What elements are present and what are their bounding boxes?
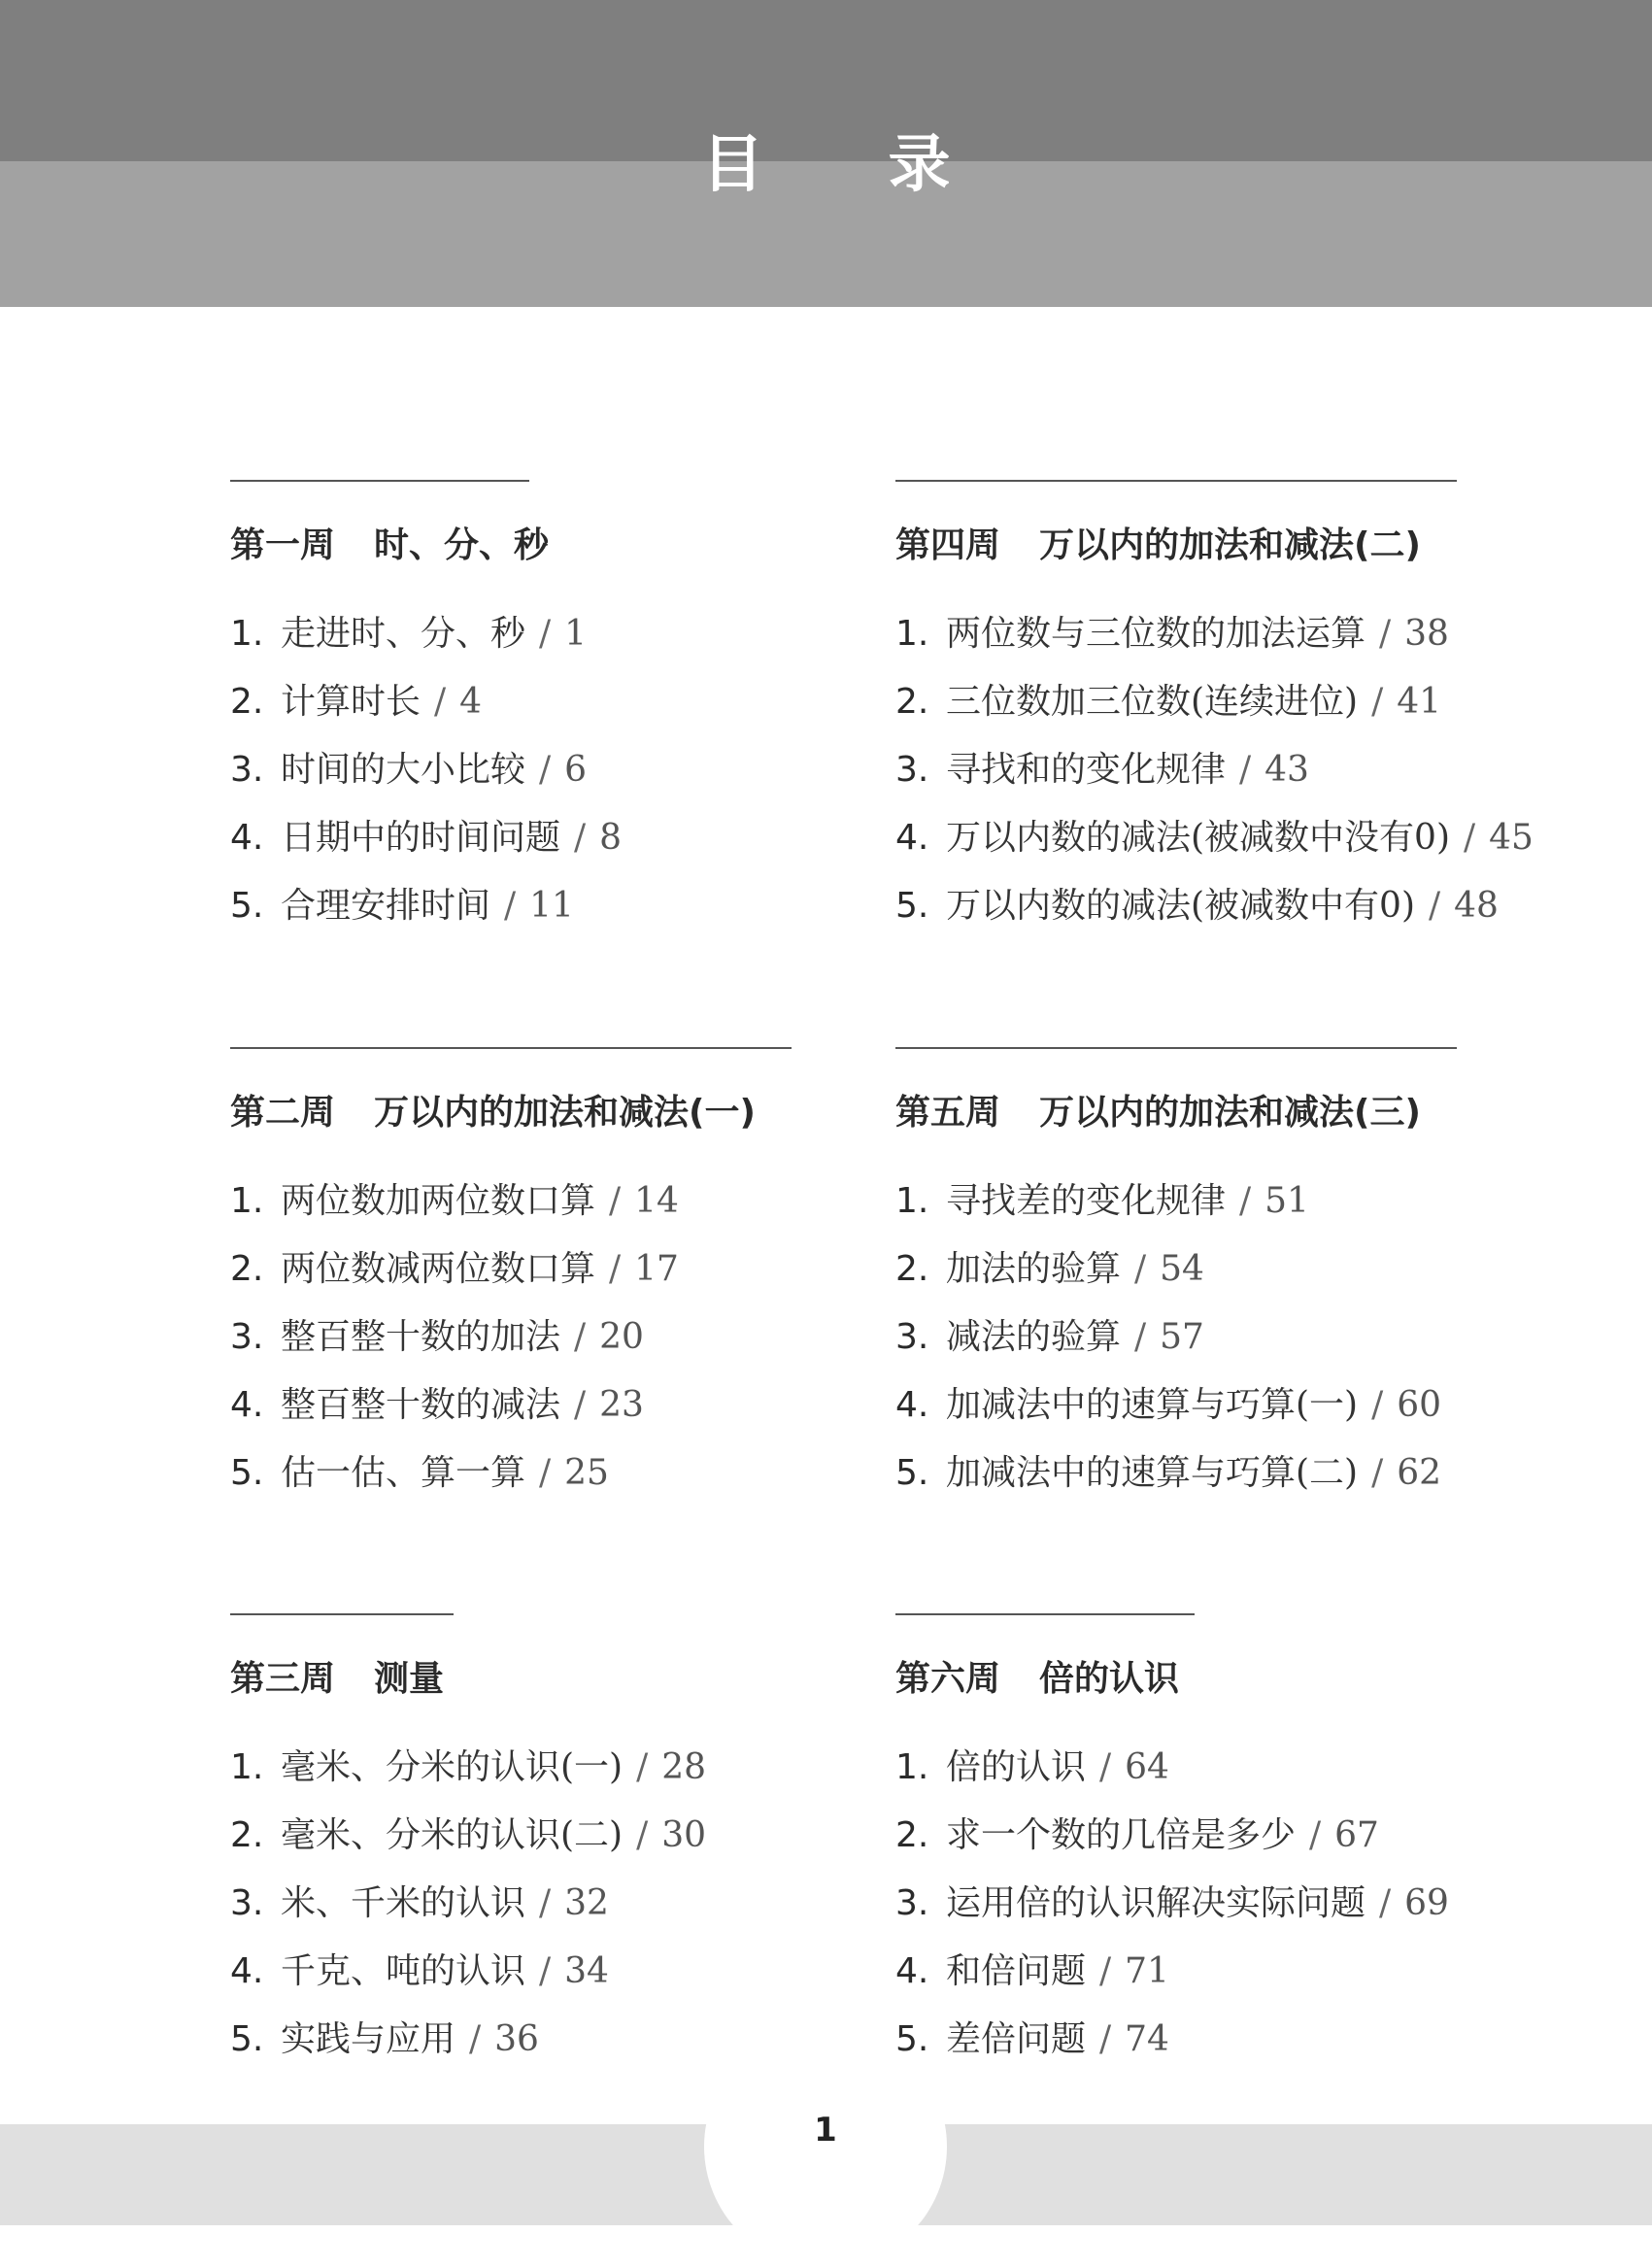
item-number: 3. — [230, 750, 264, 790]
toc-item[interactable] — [230, 1371, 910, 1439]
section-rule — [230, 480, 529, 482]
item-title: 计算时长 — [281, 682, 421, 722]
item-title: 运用倍的认识解决实际问题 — [946, 1883, 1366, 1923]
item-title: 整百整十数的加法 — [281, 1317, 561, 1357]
section-topic: 万以内的加法和减法(三) — [1039, 1093, 1421, 1133]
item-number: 1. — [895, 1747, 929, 1787]
section-topic: 时、分、秒 — [374, 525, 550, 565]
item-page: 8 — [599, 818, 623, 858]
item-number: 1. — [895, 1181, 929, 1221]
item-number: 5. — [230, 2019, 264, 2059]
section-heading — [895, 1650, 1575, 1709]
item-separator: / — [574, 1385, 587, 1425]
item-title: 三位数加三位数(连续进位) — [946, 682, 1359, 722]
header-banner — [0, 0, 1652, 307]
item-page: 51 — [1264, 1181, 1309, 1221]
item-title: 和倍问题 — [946, 1951, 1087, 1991]
section-rule — [895, 480, 1457, 482]
toc-section — [895, 1613, 1575, 2074]
item-page: 54 — [1160, 1249, 1204, 1289]
item-title: 整百整十数的减法 — [281, 1385, 561, 1425]
section-week: 第四周 — [895, 525, 1001, 565]
item-number: 2. — [230, 1249, 264, 1289]
toc-item[interactable] — [895, 1371, 1575, 1439]
toc-item[interactable] — [895, 1938, 1575, 2006]
item-page: 28 — [661, 1747, 707, 1787]
item-title: 加减法中的速算与巧算(一) — [946, 1385, 1359, 1425]
item-number: 2. — [230, 1815, 264, 1855]
item-title: 两位数加两位数口算 — [281, 1181, 596, 1221]
item-title: 倍的认识 — [946, 1747, 1087, 1787]
item-number: 1. — [230, 614, 264, 654]
item-title: 时间的大小比较 — [281, 750, 526, 790]
item-title: 万以内数的减法(被减数中有0) — [946, 886, 1415, 926]
item-separator: / — [504, 886, 517, 926]
item-title: 米、千米的认识 — [281, 1883, 526, 1923]
item-title: 实践与应用 — [281, 2019, 456, 2059]
section-rule — [895, 1047, 1457, 1049]
item-page: 48 — [1454, 886, 1499, 926]
item-page: 60 — [1397, 1385, 1442, 1425]
item-title: 万以内数的减法(被减数中没有0) — [946, 818, 1450, 858]
toc-section — [895, 480, 1575, 940]
item-title: 减法的验算 — [946, 1317, 1122, 1357]
toc-item[interactable] — [895, 2006, 1575, 2074]
toc-item[interactable] — [895, 600, 1575, 668]
toc-item[interactable] — [230, 1870, 910, 1938]
toc-item[interactable] — [230, 1303, 910, 1371]
section-heading — [230, 517, 910, 575]
item-number: 3. — [230, 1317, 264, 1357]
item-number: 3. — [895, 1317, 929, 1357]
item-separator: / — [1134, 1249, 1147, 1289]
item-title: 加法的验算 — [946, 1249, 1122, 1289]
item-number: 4. — [895, 1385, 929, 1425]
item-title: 求一个数的几倍是多少 — [946, 1815, 1297, 1855]
item-separator: / — [1134, 1317, 1147, 1357]
item-number: 5. — [230, 886, 264, 926]
toc-section — [895, 1047, 1575, 1507]
item-separator: / — [1239, 1181, 1252, 1221]
toc-item[interactable] — [230, 872, 910, 940]
toc-list — [230, 1168, 910, 1507]
item-number: 5. — [895, 1453, 929, 1493]
item-number: 2. — [895, 682, 929, 722]
item-title: 合理安排时间 — [281, 886, 491, 926]
toc-item[interactable] — [230, 1168, 910, 1236]
item-page: 45 — [1489, 818, 1534, 858]
toc-item[interactable] — [230, 668, 910, 736]
item-number: 1. — [230, 1747, 264, 1787]
toc-item[interactable] — [895, 872, 1575, 940]
item-title: 估一估、算一算 — [281, 1453, 526, 1493]
toc-item[interactable] — [230, 1439, 910, 1507]
item-number: 5. — [895, 2019, 929, 2059]
item-page: 34 — [564, 1951, 609, 1991]
item-number: 4. — [230, 1951, 264, 1991]
toc-item[interactable] — [895, 1802, 1575, 1870]
item-page: 32 — [564, 1883, 609, 1923]
toc-item[interactable] — [895, 1439, 1575, 1507]
toc-list — [895, 1168, 1575, 1507]
item-separator: / — [636, 1747, 649, 1787]
item-page: 17 — [634, 1249, 679, 1289]
item-title: 日期中的时间问题 — [281, 818, 561, 858]
item-separator: / — [539, 1453, 552, 1493]
item-separator: / — [1379, 614, 1392, 654]
item-page: 64 — [1125, 1747, 1169, 1787]
item-number: 3. — [895, 1883, 929, 1923]
section-heading — [895, 517, 1575, 575]
toc-item[interactable] — [230, 1236, 910, 1303]
toc-item[interactable] — [895, 1168, 1575, 1236]
item-page: 4 — [459, 682, 483, 722]
toc-item[interactable] — [895, 1870, 1575, 1938]
section-rule — [230, 1047, 792, 1049]
item-number: 4. — [230, 818, 264, 858]
section-topic: 万以内的加法和减法(二) — [1039, 525, 1421, 565]
item-title: 差倍问题 — [946, 2019, 1087, 2059]
item-page: 71 — [1125, 1951, 1169, 1991]
item-title: 千克、吨的认识 — [281, 1951, 526, 1991]
item-number: 4. — [895, 1951, 929, 1991]
toc-item[interactable] — [895, 736, 1575, 804]
section-week: 第一周 — [230, 525, 336, 565]
item-number: 4. — [895, 818, 929, 858]
item-number: 2. — [895, 1815, 929, 1855]
item-separator: / — [1239, 750, 1252, 790]
item-page: 74 — [1125, 2019, 1169, 2059]
toc-list — [230, 600, 910, 940]
item-page: 25 — [564, 1453, 609, 1493]
item-separator: / — [609, 1249, 622, 1289]
item-page: 14 — [634, 1181, 679, 1221]
item-page: 6 — [564, 750, 588, 790]
item-separator: / — [1099, 1951, 1112, 1991]
item-separator: / — [1309, 1815, 1322, 1855]
section-week: 第二周 — [230, 1093, 336, 1133]
item-separator: / — [1371, 1453, 1384, 1493]
item-title: 走进时、分、秒 — [281, 614, 526, 654]
toc-item[interactable] — [895, 1734, 1575, 1802]
item-separator: / — [1429, 886, 1441, 926]
toc-item[interactable] — [230, 1938, 910, 2006]
section-week: 第五周 — [895, 1093, 1001, 1133]
item-number: 4. — [230, 1385, 264, 1425]
item-page: 41 — [1397, 682, 1442, 722]
item-separator: / — [539, 1951, 552, 1991]
item-number: 2. — [895, 1249, 929, 1289]
item-page: 20 — [599, 1317, 644, 1357]
item-separator: / — [539, 614, 552, 654]
item-separator: / — [434, 682, 447, 722]
item-separator: / — [1099, 1747, 1112, 1787]
item-page: 38 — [1404, 614, 1449, 654]
section-heading — [230, 1650, 910, 1709]
item-title: 寻找和的变化规律 — [946, 750, 1227, 790]
toc-item[interactable] — [895, 1236, 1575, 1303]
toc-item[interactable] — [230, 1802, 910, 1870]
item-page: 67 — [1334, 1815, 1379, 1855]
item-page: 23 — [599, 1385, 644, 1425]
toc-item[interactable] — [230, 600, 910, 668]
item-number: 3. — [895, 750, 929, 790]
item-separator: / — [539, 1883, 552, 1923]
item-number: 1. — [230, 1181, 264, 1221]
section-topic: 倍的认识 — [1039, 1659, 1180, 1699]
item-separator: / — [636, 1815, 649, 1855]
section-rule — [895, 1613, 1195, 1615]
item-title: 加减法中的速算与巧算(二) — [946, 1453, 1359, 1493]
item-separator: / — [469, 2019, 482, 2059]
item-title: 寻找差的变化规律 — [946, 1181, 1227, 1221]
item-page: 69 — [1404, 1883, 1449, 1923]
item-number: 3. — [230, 1883, 264, 1923]
item-page: 36 — [494, 2019, 539, 2059]
toc-section — [230, 1613, 910, 2074]
item-page: 62 — [1397, 1453, 1442, 1493]
item-page: 1 — [564, 614, 588, 654]
item-title: 两位数减两位数口算 — [281, 1249, 596, 1289]
section-heading — [230, 1084, 910, 1142]
section-topic: 万以内的加法和减法(一) — [374, 1093, 756, 1133]
toc-list — [230, 1734, 910, 2074]
item-separator: / — [1099, 2019, 1112, 2059]
toc-section — [230, 480, 910, 940]
toc-item[interactable] — [895, 804, 1575, 872]
section-week: 第三周 — [230, 1659, 336, 1699]
page-number: 1 — [814, 2111, 837, 2150]
item-separator: / — [1371, 1385, 1384, 1425]
toc-item[interactable] — [895, 668, 1575, 736]
item-separator: / — [574, 1317, 587, 1357]
section-rule — [230, 1613, 454, 1615]
toc-item[interactable] — [230, 804, 910, 872]
item-separator: / — [1379, 1883, 1392, 1923]
item-page: 43 — [1264, 750, 1309, 790]
section-heading — [895, 1084, 1575, 1142]
item-page: 57 — [1160, 1317, 1204, 1357]
item-number: 5. — [895, 886, 929, 926]
item-title: 毫米、分米的认识(一) — [281, 1747, 624, 1787]
item-separator: / — [1464, 818, 1476, 858]
item-title: 两位数与三位数的加法运算 — [946, 614, 1366, 654]
toc-item[interactable] — [895, 1303, 1575, 1371]
page-title: 目录 — [701, 129, 1075, 201]
item-separator: / — [609, 1181, 622, 1221]
item-separator: / — [1371, 682, 1384, 722]
toc-section — [230, 1047, 910, 1507]
item-number: 2. — [230, 682, 264, 722]
item-title: 毫米、分米的认识(二) — [281, 1815, 624, 1855]
section-week: 第六周 — [895, 1659, 1001, 1699]
item-page: 30 — [661, 1815, 707, 1855]
toc-list — [895, 1734, 1575, 2074]
toc-item[interactable] — [230, 736, 910, 804]
toc-item[interactable] — [230, 1734, 910, 1802]
item-number: 5. — [230, 1453, 264, 1493]
item-separator: / — [574, 818, 587, 858]
item-page: 11 — [529, 886, 574, 926]
toc-list — [895, 600, 1575, 940]
section-topic: 测量 — [374, 1659, 445, 1699]
item-number: 1. — [895, 614, 929, 654]
item-separator: / — [539, 750, 552, 790]
